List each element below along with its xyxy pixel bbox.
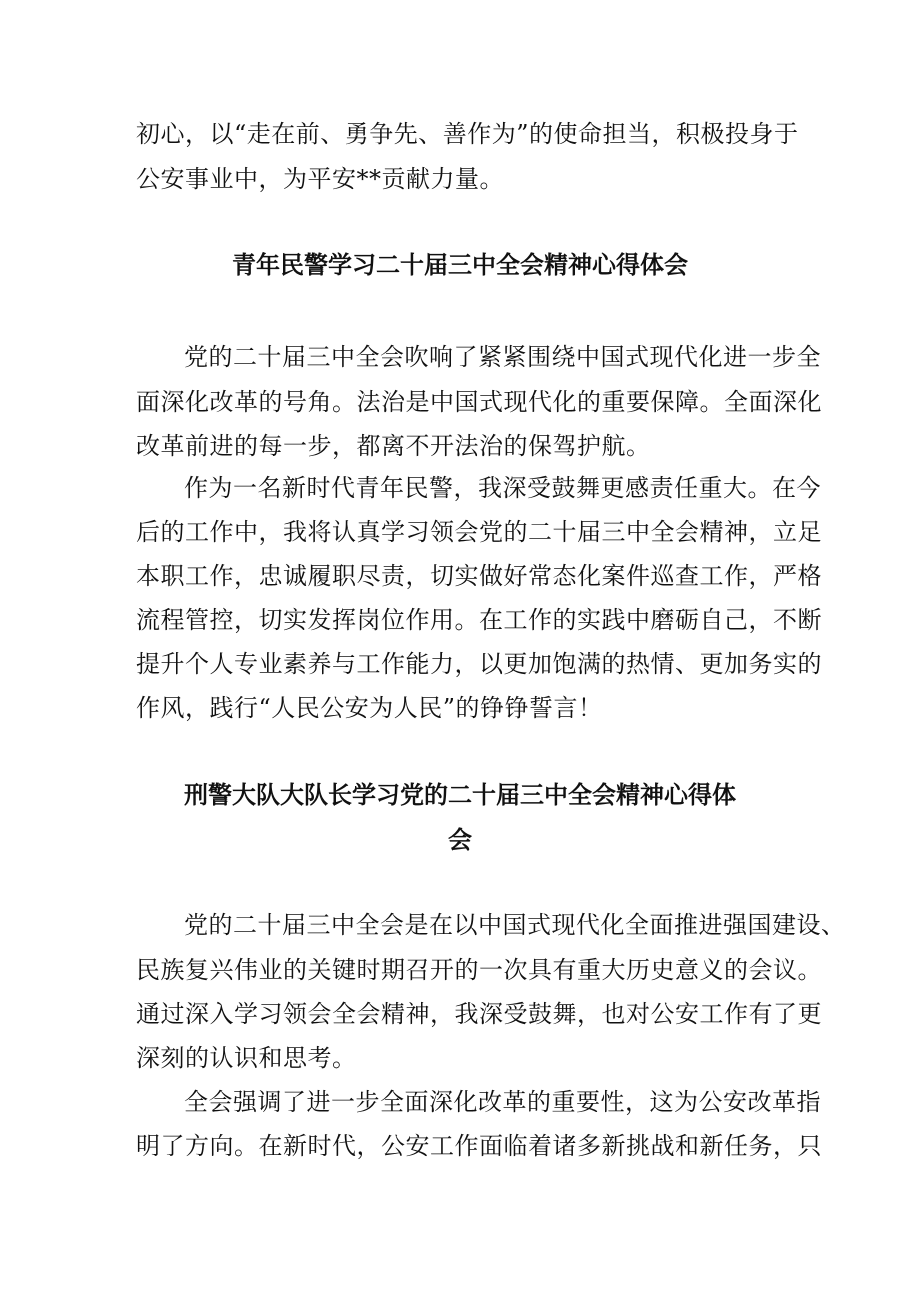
section2-p1-line-3: 通过深入学习领会全会精神，我深受鼓舞，也对公安工作有了更 [136,1000,822,1028]
intro-line-2: 公安事业中，为平安**贡献力量。 [136,165,504,193]
section2-p1-line-4: 深刻的认识和思考。 [136,1044,357,1072]
section1-p1-line-1: 党的二十届三中全会吹响了紧紧围绕中国式现代化进一步全 [184,343,821,371]
section1-p2-line-3: 本职工作，忠诚履职尽责，切实做好常态化案件巡查工作，严格 [136,562,822,590]
section1-p2-line-6: 作风，践行“人民公安为人民”的铮铮誓言！ [136,694,603,722]
section1-p1-line-3: 改革前进的每一步，都离不开法治的保驾护航。 [136,432,651,460]
section1-p2-line-1: 作为一名新时代青年民警，我深受鼓舞更感责任重大。在今 [184,474,821,502]
section1-title: 青年民警学习二十届三中全会精神心得体会 [232,251,688,279]
section2-title-line-2: 会 [448,826,472,854]
section1-p1-line-2: 面深化改革的号角。法治是中国式现代化的重要保障。全面深化 [136,388,822,416]
section2-title-line-1: 刑警大队大队长学习党的二十届三中全会精神心得体 [184,781,736,809]
section2-p1-line-1: 党的二十届三中全会是在以中国式现代化全面推进强国建设、 [184,911,846,939]
section2-p1-line-2: 民族复兴伟业的关键时期召开的一次具有重大历史意义的会议。 [136,956,822,984]
section1-p2-line-4: 流程管控，切实发挥岗位作用。在工作的实践中磨砺自己，不断 [136,606,822,634]
intro-line-1: 初心，以“走在前、勇争先、善作为”的使命担当，积极投身于 [136,120,799,148]
section1-p2-line-2: 后的工作中，我将认真学习领会党的二十届三中全会精神，立足 [136,518,822,546]
section2-p2-line-1: 全会强调了进一步全面深化改革的重要性，这为公安改革指 [184,1088,821,1116]
section2-p2-line-2: 明了方向。在新时代，公安工作面临着诸多新挑战和新任务，只 [136,1132,822,1160]
section1-p2-line-5: 提升个人专业素养与工作能力，以更加饱满的热情、更加务实的 [136,650,822,678]
